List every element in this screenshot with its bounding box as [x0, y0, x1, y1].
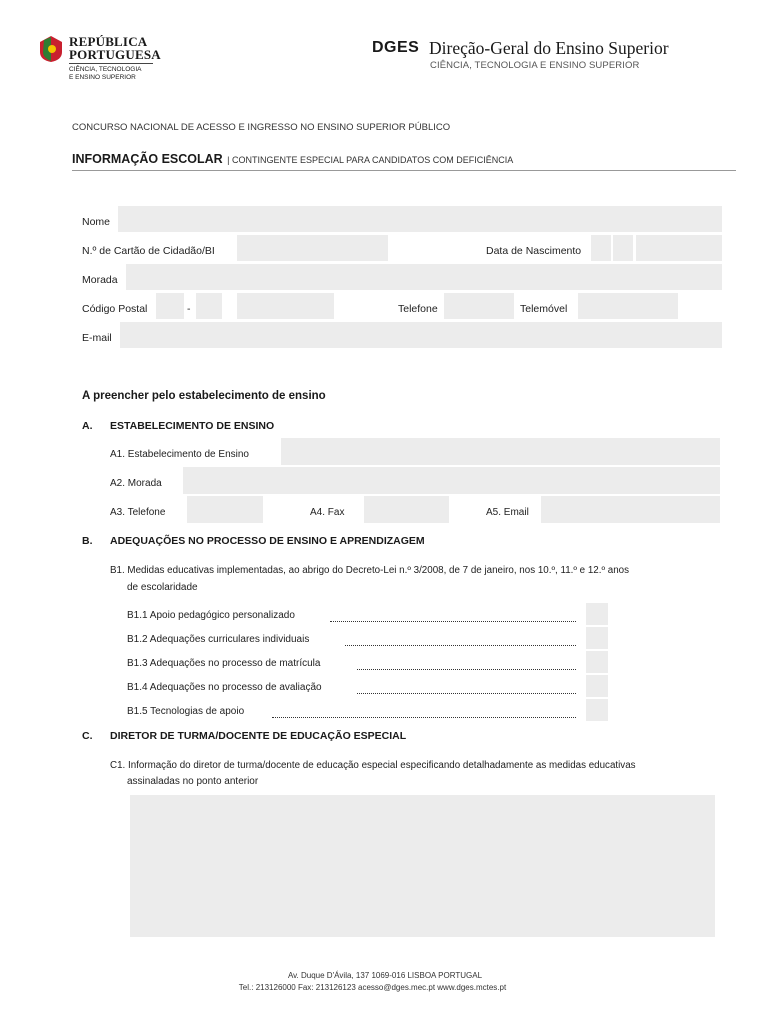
b1-5-checkbox[interactable] — [586, 699, 608, 721]
email-label: E-mail — [82, 332, 112, 344]
postal-separator: - — [187, 303, 191, 315]
school-name-field[interactable] — [281, 438, 720, 465]
birth-day-field[interactable] — [591, 235, 611, 261]
republica-line1: REPÚBLICA — [69, 34, 148, 49]
postal-locality-field[interactable] — [237, 293, 334, 319]
republica-sub2: E ENSINO SUPERIOR — [69, 74, 136, 81]
form-subtitle: | CONTINGENTE ESPECIAL PARA CANDIDATOS COM DEFICIÊNCIA — [227, 155, 514, 165]
id-field[interactable] — [237, 235, 388, 261]
dges-logo — [372, 38, 717, 74]
birth-year-field[interactable] — [636, 235, 722, 261]
b1-text-line1: B1. Medidas educativas implementadas, ao abrigo do Decreto-Lei n.º 3/2008, de 7 de janeiro, nos 10.º, 11.º e 12.º anos — [110, 565, 629, 576]
birth-label: Data de Nascimento — [486, 245, 582, 257]
mobile-field[interactable] — [578, 293, 678, 319]
b1-1-label: B1.1 Apoio pedagógico personalizado — [127, 610, 298, 621]
address-field[interactable] — [126, 264, 722, 290]
school-fax-field[interactable] — [364, 496, 449, 523]
section-b-letter: B. — [82, 535, 93, 547]
school-address-field[interactable] — [183, 467, 720, 494]
postal-label: Código Postal — [82, 303, 148, 315]
contest-name: CONCURSO NACIONAL DE ACESSO E INGRESSO NO ENSINO SUPERIOR PÚBLICO — [72, 122, 451, 133]
phone-field[interactable] — [444, 293, 514, 319]
form-title: INFORMAÇÃO ESCOLAR — [72, 152, 223, 166]
a3-label: A3. Telefone — [110, 507, 166, 518]
republica-emblem-icon — [40, 36, 62, 62]
b1-3-dots — [357, 669, 576, 670]
b1-5-dots — [272, 717, 576, 718]
email-field[interactable] — [120, 322, 722, 348]
mobile-label: Telemóvel — [520, 303, 568, 315]
b1-2-dots — [345, 645, 576, 646]
name-field[interactable] — [118, 206, 722, 232]
republica-divider — [69, 63, 153, 64]
b1-1-checkbox[interactable] — [586, 603, 608, 625]
b1-2-label: B1.2 Adequações curriculares individuais — [127, 634, 312, 645]
footer-address: Av. Duque D'Ávila, 137 1069-016 LISBOA PORTUGAL — [287, 971, 483, 980]
b1-text-line2: de escolaridade — [127, 582, 198, 593]
section-b-title: ADEQUAÇÕES NO PROCESSO DE ENSINO E APRENDIZAGEM — [110, 535, 425, 547]
b1-5-label: B1.5 Tecnologias de apoio — [127, 706, 247, 717]
dges-sub: CIÊNCIA, TECNOLOGIA E ENSINO SUPERIOR — [430, 60, 640, 71]
a2-label: A2. Morada — [110, 478, 162, 489]
b1-3-label: B1.3 Adequações no processo de matrícula — [127, 658, 323, 669]
b1-3-checkbox[interactable] — [586, 651, 608, 673]
school-phone-field[interactable] — [187, 496, 263, 523]
section-a-letter: A. — [82, 420, 93, 432]
footer-contacts: Tel.: 213126000 Fax: 213126123 acesso@dges.mec.pt www.dges.mctes.pt — [238, 983, 507, 992]
a4-label: A4. Fax — [310, 507, 345, 518]
school-fill-title: A preencher pelo estabelecimento de ensino — [82, 390, 326, 402]
b1-4-checkbox[interactable] — [586, 675, 608, 697]
section-a-title: ESTABELECIMENTO DE ENSINO — [110, 420, 275, 432]
name-label: Nome — [82, 216, 111, 228]
c1-text-line2: assinaladas no ponto anterior — [127, 776, 259, 787]
c1-text-line1: C1. Informação do diretor de turma/docente de educação especial especificando detalhadamente as medidas educativas — [110, 760, 636, 771]
section-c-letter: C. — [82, 730, 93, 742]
b1-1-dots — [330, 621, 576, 622]
dges-abbr: DGES — [372, 39, 420, 56]
title-rule — [72, 170, 736, 171]
a1-label: A1. Estabelecimento de Ensino — [110, 449, 249, 460]
birth-month-field[interactable] — [613, 235, 633, 261]
phone-label: Telefone — [398, 303, 438, 315]
postal-code-field[interactable] — [156, 293, 184, 319]
dges-name: Direção-Geral do Ensino Superior — [429, 38, 669, 58]
school-email-field[interactable] — [541, 496, 720, 523]
id-label: N.º de Cartão de Cidadão/BI — [82, 245, 215, 257]
republica-sub1: CIÊNCIA, TECNOLOGIA — [69, 66, 142, 73]
b1-4-dots — [357, 693, 576, 694]
address-label: Morada — [82, 274, 118, 286]
postal-suffix-field[interactable] — [196, 293, 222, 319]
republica-logo — [40, 34, 170, 86]
a5-label: A5. Email — [486, 507, 529, 518]
section-c-title: DIRETOR DE TURMA/DOCENTE DE EDUCAÇÃO ESPECIAL — [110, 730, 407, 742]
c1-textarea[interactable] — [130, 795, 715, 937]
b1-2-checkbox[interactable] — [586, 627, 608, 649]
b1-4-label: B1.4 Adequações no processo de avaliação — [127, 682, 325, 693]
republica-line2: PORTUGUESA — [69, 47, 161, 62]
page-title — [72, 150, 513, 168]
